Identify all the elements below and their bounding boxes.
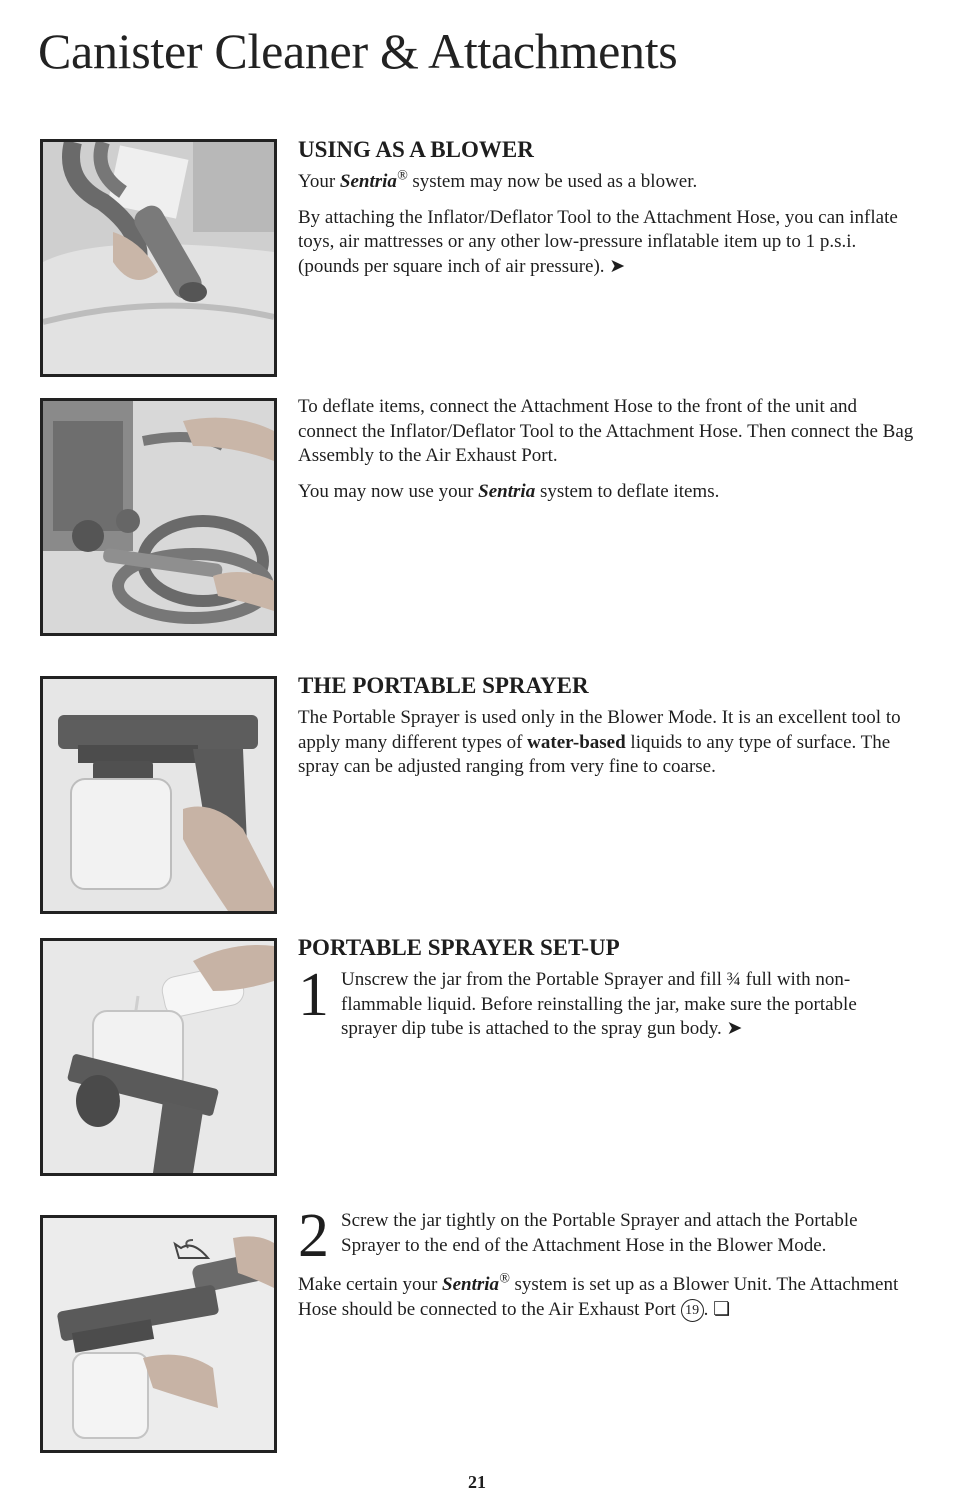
photo-attaching-sprayer <box>40 1215 277 1453</box>
text: system to deflate items. <box>535 480 720 502</box>
photo-portable-sprayer <box>40 676 277 914</box>
text: Your <box>298 171 340 192</box>
paragraph <box>298 1273 914 1322</box>
step-2 <box>298 1202 914 1270</box>
end-of-section-box-icon: ❏ <box>713 1298 731 1320</box>
text: liquids to any type of surface. The spray can be adjusted ranging from very fine to coarse. <box>298 731 891 777</box>
step-number: 1 <box>298 961 329 1029</box>
port-number-badge: 19 <box>681 1299 704 1322</box>
text: Unscrew the jar from the Portable Sprayer and fill ¾ full with non-flammable liquid. Before reinstalling the jar, make sure the portable sprayer dip tube is attached to the spray gun body. <box>341 969 857 1039</box>
brand-name: Sentria <box>442 1274 500 1295</box>
paragraph <box>298 706 914 780</box>
step-text <box>341 968 914 1042</box>
paragraph: To deflate items, connect the Attachment Hose to the front of the unit and connect the Inflator/Deflator Tool to the Attachment Hose. Then connect the Bag Assembly to the Air Exhaust Port. <box>298 396 914 466</box>
text: You may now use your <box>298 480 479 502</box>
section-using-as-blower <box>298 137 914 290</box>
section-heading: THE PORTABLE SPRAYER <box>298 673 589 698</box>
paragraph <box>298 206 914 280</box>
continue-arrow-icon: ➤ <box>609 255 626 277</box>
text: Make certain your <box>298 1274 443 1295</box>
section-deflating <box>298 395 914 515</box>
text: By attaching the Inflator/Deflator Tool to the Attachment Hose, you can inflate toys, air mattresses or any other low-pressure inflatable item up to 1 p.s.i. (pounds per square inch of air pressure). <box>298 206 898 277</box>
photo-filling-jar <box>40 938 277 1176</box>
step-text: Screw the jar tightly on the Portable Sprayer and attach the Portable Sprayer to the end of the Attachment Hose in the Blower Mode. <box>341 1210 858 1256</box>
brand-name: Sentria <box>478 480 536 502</box>
emphasis-text: water-based <box>527 731 626 753</box>
paragraph <box>298 170 914 195</box>
step-1 <box>298 961 914 1042</box>
step-number: 2 <box>298 1202 329 1270</box>
page-title: Canister Cleaner & Attachments <box>38 23 678 79</box>
continue-arrow-icon: ➤ <box>726 1018 743 1039</box>
photo-inflating-mattress <box>40 139 277 377</box>
section-sprayer-setup-step2 <box>298 1202 914 1333</box>
section-heading: PORTABLE SPRAYER SET-UP <box>298 935 620 960</box>
text: system is set up as a Blower Unit. The Attachment Hose should be connected to the Air Exhaust Port <box>298 1274 899 1320</box>
section-portable-sprayer <box>298 673 914 791</box>
text: The Portable Sprayer is used only in the Blower Mode. It is an excellent tool to apply many different types of <box>298 707 901 753</box>
section-sprayer-setup <box>298 935 914 1053</box>
section-heading: USING AS A BLOWER <box>298 137 534 162</box>
text: . <box>703 1298 709 1320</box>
registered-mark: ® <box>499 1271 510 1287</box>
text: system may now be used as a blower. <box>407 171 698 192</box>
brand-name: Sentria <box>339 171 397 192</box>
photo-deflating-items <box>40 398 277 636</box>
paragraph <box>298 480 914 505</box>
page-number: 21 <box>468 1472 486 1492</box>
registered-mark: ® <box>396 168 408 184</box>
